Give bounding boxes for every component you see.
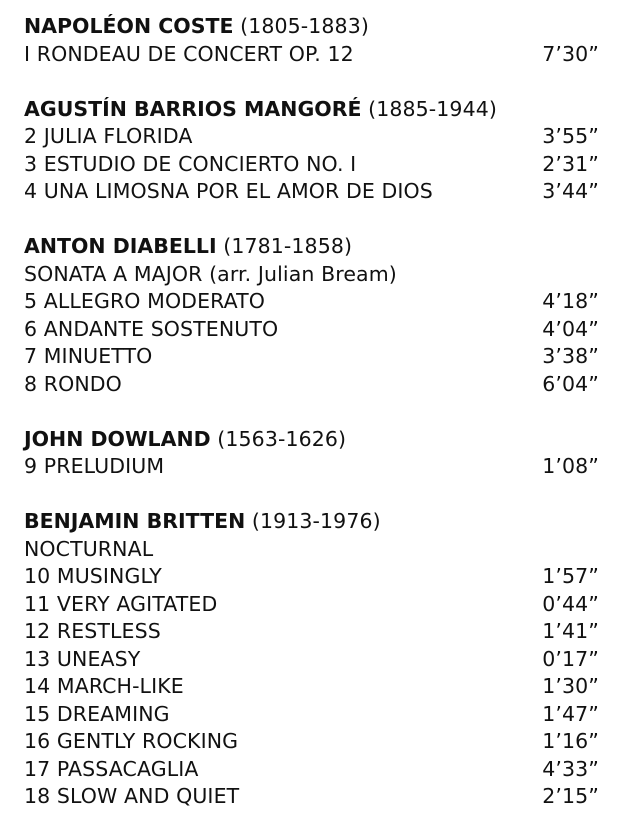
track-title: 9 PRELUDIUM bbox=[24, 454, 165, 478]
composer-name: AGUSTÍN BARRIOS MANGORÉ bbox=[24, 96, 362, 121]
composer-years: (1913-1976) bbox=[251, 509, 381, 533]
work-title-row bbox=[0, 261, 635, 289]
track-row bbox=[0, 371, 635, 399]
track-title: 6 ANDANTE SOSTENUTO bbox=[24, 316, 279, 341]
composer-name: JOHN DOWLAND bbox=[24, 426, 211, 451]
track-duration: 1’41” bbox=[542, 619, 599, 643]
track-duration: 6’04” bbox=[542, 371, 599, 396]
track-row bbox=[0, 728, 635, 756]
track-row bbox=[0, 673, 635, 701]
composer-name: ANTON DIABELLI bbox=[24, 234, 217, 258]
composer-heading bbox=[0, 96, 635, 124]
composer-name: NAPOLÉON COSTE bbox=[24, 14, 234, 38]
composer-heading bbox=[0, 426, 635, 454]
track-row bbox=[0, 701, 635, 729]
track-row bbox=[0, 783, 635, 811]
composer-heading bbox=[0, 233, 635, 261]
track-title: 7 MINUETTO bbox=[24, 344, 153, 368]
work-title-row bbox=[0, 536, 635, 564]
track-row bbox=[0, 646, 635, 674]
track-title: 2 JULIA FLORIDA bbox=[24, 124, 193, 148]
section-coste bbox=[0, 13, 635, 68]
track-title: 11 VERY AGITATED bbox=[24, 591, 218, 616]
track-duration: 1’47” bbox=[542, 701, 599, 726]
track-title: 16 GENTLY ROCKING bbox=[24, 729, 239, 753]
work-title: NOCTURNAL bbox=[24, 536, 154, 561]
composer-name: BENJAMIN BRITTEN bbox=[24, 509, 246, 533]
section-barrios bbox=[0, 96, 635, 206]
composer-years: (1885-1944) bbox=[368, 96, 497, 121]
composer-heading bbox=[0, 13, 635, 41]
composer-years: (1805-1883) bbox=[240, 14, 369, 38]
track-row bbox=[0, 343, 635, 371]
track-row bbox=[0, 41, 635, 69]
track-row bbox=[0, 453, 635, 481]
track-duration: 1’08” bbox=[542, 454, 599, 478]
composer-years: (1563-1626) bbox=[217, 426, 347, 451]
track-row bbox=[0, 618, 635, 646]
track-duration: 0’44” bbox=[542, 591, 599, 616]
track-duration: 4’33” bbox=[542, 756, 599, 781]
track-title: 15 DREAMING bbox=[24, 701, 170, 726]
track-title: 12 RESTLESS bbox=[24, 619, 161, 643]
track-duration: 3’38” bbox=[542, 344, 599, 368]
track-title: 5 ALLEGRO MODERATO bbox=[24, 289, 266, 313]
track-title: 14 MARCH-LIKE bbox=[24, 674, 184, 698]
composer-heading bbox=[0, 508, 635, 536]
track-row bbox=[0, 151, 635, 179]
track-duration: 7’30” bbox=[542, 41, 599, 66]
track-title: 8 RONDO bbox=[24, 371, 122, 396]
track-title: 3 ESTUDIO DE CONCIERTO NO. I bbox=[24, 151, 357, 176]
track-row bbox=[0, 591, 635, 619]
track-duration: 3’55” bbox=[542, 124, 599, 148]
track-row bbox=[0, 288, 635, 316]
track-title: I RONDEAU DE CONCERT OP. 12 bbox=[24, 41, 354, 66]
track-duration: 2’31” bbox=[542, 151, 599, 176]
track-row bbox=[0, 178, 635, 206]
section-diabelli bbox=[0, 233, 635, 398]
work-title: SONATA A MAJOR (arr. Julian Bream) bbox=[24, 261, 397, 286]
section-dowland bbox=[0, 426, 635, 481]
track-duration: 3’44” bbox=[542, 179, 599, 203]
composer-years: (1781-1858) bbox=[223, 234, 353, 258]
track-row bbox=[0, 563, 635, 591]
track-title: 13 UNEASY bbox=[24, 646, 141, 671]
track-row bbox=[0, 316, 635, 344]
track-row bbox=[0, 123, 635, 151]
track-duration: 4’04” bbox=[542, 316, 599, 341]
track-duration: 1’30” bbox=[542, 674, 599, 698]
track-title: 4 UNA LIMOSNA POR EL AMOR DE DIOS bbox=[24, 179, 433, 203]
section-britten bbox=[0, 508, 635, 811]
track-duration: 2’15” bbox=[542, 784, 599, 808]
track-title: 18 SLOW AND QUIET bbox=[24, 784, 240, 808]
track-duration: 0’17” bbox=[542, 646, 599, 671]
track-duration: 4’18” bbox=[542, 289, 599, 313]
track-title: 10 MUSINGLY bbox=[24, 564, 162, 588]
track-duration: 1’57” bbox=[542, 564, 599, 588]
track-title: 17 PASSACAGLIA bbox=[24, 756, 199, 781]
track-row bbox=[0, 756, 635, 784]
track-duration: 1’16” bbox=[542, 729, 599, 753]
